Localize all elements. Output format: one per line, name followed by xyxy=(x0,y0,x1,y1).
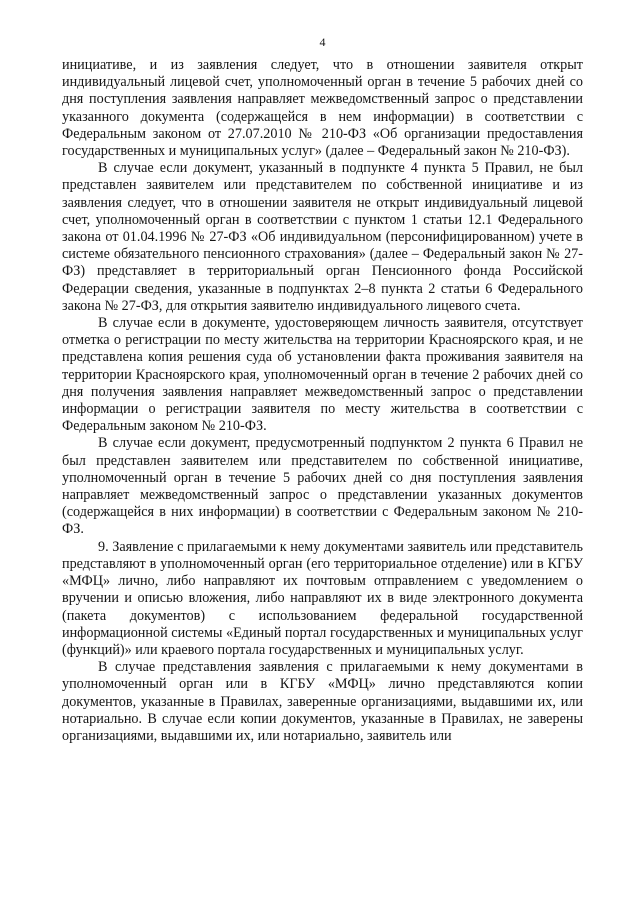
page-number: 4 xyxy=(319,35,326,49)
document-body xyxy=(62,57,583,745)
paragraph-section-9: 9. Заявление с прилагаемыми к нему документами заявитель или представитель представляют в уполномоченный орган (его территориальное отделение) или в КГБУ «МФЦ» лично, либо направляют их почтовым отправлением с уведомлением о вручении и описью вложения, либо направляют их в виде электронного документа (пакета документов) с использованием федеральной государственной информационной системы «Единый портал государственных и муниципальных услуг (функций)» или краевого портала государственных и муниципальных услуг. xyxy=(62,538,583,658)
paragraph-registration: В случае если в документе, удостоверяющем личность заявителя, отсутствует отметка о регистрации по месту жительства на территории Красноярского края, и не представлена копия решения суда об установлении факта проживания заявителя на территории Красноярского края, уполномоченный орган в течение 2 рабочих дней со дня получения заявления направляет межведомственный запрос о представлении информации о регистрации заявителя по месту жительства в соответствии с Федеральным законом № 210-ФЗ. xyxy=(62,315,583,435)
paragraph-copies: В случае представления заявления с прилагаемыми к нему документами в уполномоченный орган или в КГБУ «МФЦ» лично представляются копии документов, указанные в Правилах, заверенные организациями, выдавшими их, или нотариально. В случае если копии документов, указанные в Правилах, не заверены организациями, выдавшими их, или нотариально, заявитель или xyxy=(62,659,583,744)
document-page xyxy=(62,0,583,905)
paragraph-document-request: В случае если документ, предусмотренный подпунктом 2 пункта 6 Правил не был представлен заявителем или представителем по собственной инициативе, уполномоченный орган в течение 5 рабочих дней со дня поступления заявления направляет межведомственный запрос о представлении указанных документов (содержащейся в них информации) в соответствии с Федеральным законом № 210-ФЗ. xyxy=(62,435,583,538)
paragraph-continuation: инициативе, и из заявления следует, что в отношении заявителя открыт индивидуальный лицевой счет, уполномоченный орган в течение 5 рабочих дней со дня поступления заявления направляет межведомственный запрос о представлении указанного документа (содержащейся в нем информации) в соответствии с Федеральным законом от 27.07.2010 № 210-ФЗ «Об организации предоставления государственных и муниципальных услуг» (далее – Федеральный закон № 210-ФЗ). xyxy=(62,57,583,160)
paragraph-individual-account: В случае если документ, указанный в подпункте 4 пункта 5 Правил, не был представлен заявителем или представителем по собственной инициативе и из заявления следует, что в отношении заявителя не открыт индивидуальный лицевой счет, уполномоченный орган в соответствии с пунктом 1 статьи 12.1 Федерального закона от 01.04.1996 № 27-ФЗ «Об индивидуальном (персонифицированном) учете в системе обязательного пенсионного страхования» (далее – Федеральный закон № 27-ФЗ) представляет в территориальный орган Пенсионного фонда Российской Федерации сведения, указанные в подпунктах 2–8 пункта 2 статьи 6 Федерального закона № 27-ФЗ, для открытия заявителю индивидуального лицевого счета. xyxy=(62,160,583,314)
